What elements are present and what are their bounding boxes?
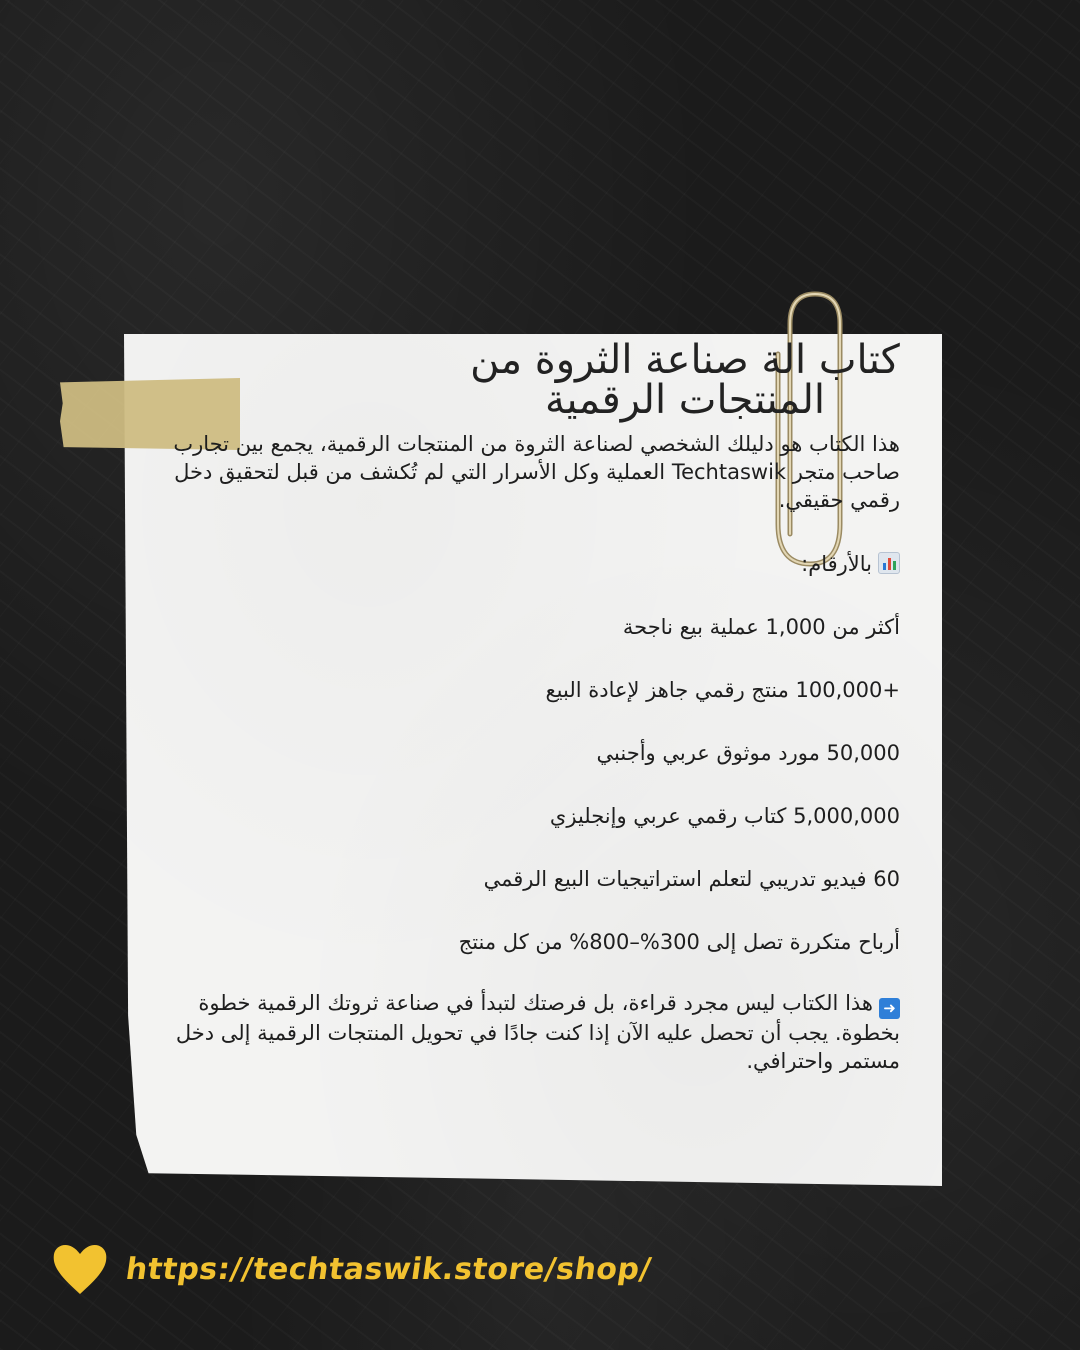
stat-item: أكثر من 1,000 عملية بيع ناجحة (622, 615, 900, 639)
intro-paragraph: هذا الكتاب هو دليلك الشخصي لصناعة الثروة من المنتجات الرقمية، يجمع بين تجارب صاحب متجر Techtaswik العملية وكل الأسرار التي لم تُكشف من قبل لتحقيق دخل رقمي حقيقي. (173, 432, 900, 512)
stat-item: 60 فيديو تدريبي لتعلم استراتيجيات البيع الرقمي (483, 867, 900, 891)
stat-item: أرباح متكررة تصل إلى 300%–800% من كل منتج (458, 930, 900, 954)
stat-item: 5,000,000 كتاب رقمي عربي وإنجليزي (549, 804, 900, 828)
arrow-right-icon: ➜ (879, 998, 900, 1019)
book-title: كتاب الة صناعة الثروة من المنتجات الرقمية (470, 337, 900, 423)
stats-list (150, 613, 900, 956)
outro-text: هذا الكتاب ليس مجرد قراءة، بل فرصتك لتبدأ في صناعة ثروتك الرقمية خطوة بخطوة. يجب أن تحصل عليه الآن إذا كنت جادًا في تحويل المنتجات الرقمية إلى دخل مستمر واحترافي. (175, 991, 900, 1073)
stats-heading-label: بالأرقام: (801, 552, 872, 576)
bar-chart-icon (878, 552, 900, 574)
heart-icon (50, 1238, 110, 1298)
outro-paragraph (150, 989, 900, 1075)
stat-item: 50,000 مورد موثوق عربي وأجنبي (596, 741, 900, 765)
stats-heading (150, 550, 900, 578)
stat-item: +100,000 منتج رقمي جاهز لإعادة البيع (545, 678, 900, 702)
shop-link[interactable]: https://techtaswik.store/shop/ (123, 1252, 654, 1287)
note-content (150, 337, 900, 1170)
